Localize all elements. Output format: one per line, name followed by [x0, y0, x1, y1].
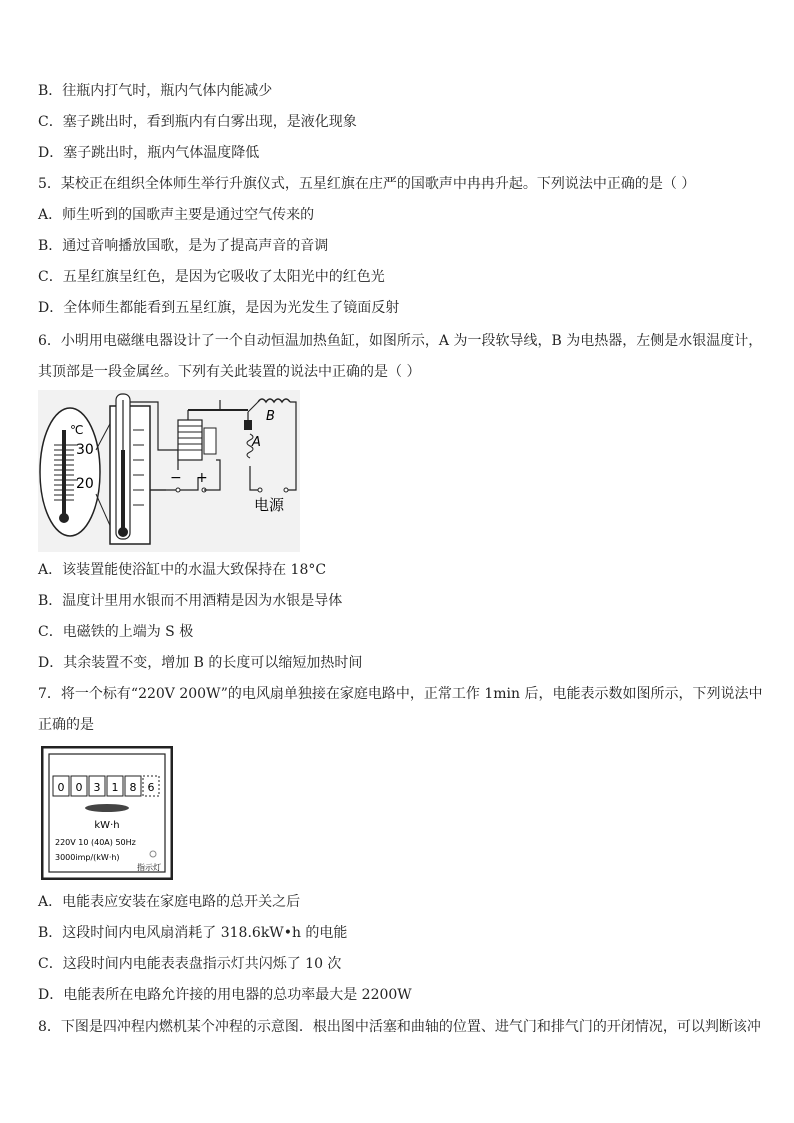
relay-circuit-figure: [38, 390, 300, 552]
meter-spec: 220V 10 (40A) 50Hz: [55, 838, 136, 847]
q7-option-d: D．电能表所在电路允许接的用电器的总功率最大是 2200W: [38, 987, 412, 1003]
meter-digit: 0: [57, 781, 65, 794]
q8-stem: 8．下图是四冲程内燃机某个冲程的示意图．根出图中活塞和曲轴的位置、进气门和排气门的开闭情况，可以判断该冲: [38, 1019, 761, 1035]
q7-option-b: B．这段时间内电风扇消耗了 318.6kW•h 的电能: [38, 925, 348, 941]
meter-unit: kW·h: [94, 820, 120, 831]
q4-option-b: B．往瓶内打气时，瓶内气体内能减少: [38, 83, 273, 99]
meter-rotor-disc: [85, 804, 129, 812]
plus-terminal: +: [196, 470, 208, 486]
q5-option-b: B．通过音响播放国歌，是为了提高声音的音调: [38, 238, 329, 254]
meter-digit: 8: [129, 781, 137, 794]
q4-option-c: C．塞子跳出时，看到瓶内有白雾出现，是液化现象: [38, 114, 357, 130]
q6-option-c: C．电磁铁的上端为 S 极: [38, 624, 194, 640]
q6-option-b: B．温度计里用水银而不用酒精是因为水银是导体: [38, 593, 343, 609]
meter-digit: 3: [93, 781, 101, 794]
q5-option-c: C．五星红旗呈红色，是因为它吸收了太阳光中的红色光: [38, 269, 385, 285]
q7-option-a: A．电能表应安装在家庭电路的总开关之后: [38, 894, 301, 910]
tick-30-label: 30: [76, 442, 94, 458]
meter-digit: 0: [75, 781, 83, 794]
indicator-label: 指示灯: [137, 863, 161, 872]
minus-terminal: −: [170, 470, 182, 486]
label-b: B: [266, 409, 275, 424]
q7-stem-line1: 7．将一个标有“220V 200W”的电风扇单独接在家庭电路中，正常工作 1min 后，电能表示数如图所示，下列说法中: [38, 686, 763, 702]
meter-digit: 6: [147, 781, 155, 794]
power-source-label: 电源: [254, 496, 285, 514]
tick-20-label: 20: [76, 476, 94, 492]
label-a: A: [252, 435, 261, 450]
q7-option-c: C．这段时间内电能表表盘指示灯共闪烁了 10 次: [38, 956, 342, 972]
q5-option-d: D．全体师生都能看到五星红旗，是因为光发生了镜面反射: [38, 300, 400, 316]
unit-label: ℃: [70, 423, 84, 437]
q6-option-a: A．该装置能使浴缸中的水温大致保持在 18°C: [38, 562, 327, 578]
q7-stem-line2: 正确的是: [38, 717, 94, 733]
meter-imp: 3000imp/(kW·h): [55, 853, 120, 862]
q6-stem-line2: 其顶部是一段金属丝。下列有关此装置的说法中正确的是（ ）: [38, 364, 421, 380]
meter-digit: 1: [111, 781, 119, 794]
q5-stem: 5．某校正在组织全体师生举行升旗仪式，五星红旗在庄严的国歌声中冉冉升起。下列说法中正确的是（ ）: [38, 176, 696, 192]
q5-option-a: A．师生听到的国歌声主要是通过空气传来的: [38, 207, 315, 223]
q6-option-d: D．其余装置不变，增加 B 的长度可以缩短加热时间: [38, 655, 363, 671]
q6-stem-line1: 6．小明用电磁继电器设计了一个自动恒温加热鱼缸，如图所示，A 为一段软导线，B 为电热器，左侧是水银温度计，: [38, 333, 763, 349]
energy-meter-figure: [41, 746, 173, 880]
q4-option-d: D．塞子跳出时，瓶内气体温度降低: [38, 145, 260, 161]
